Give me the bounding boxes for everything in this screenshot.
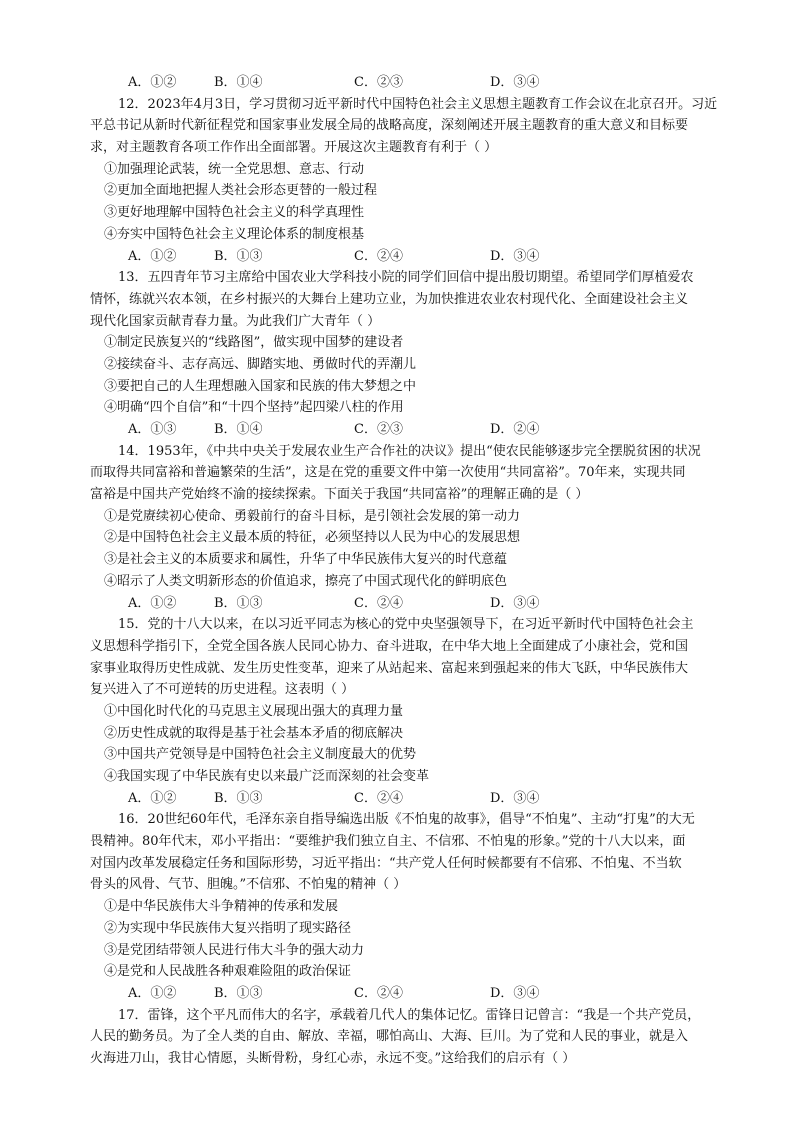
statement-text: ③要把自己的人生理想融入国家和民族的伟大梦想之中 (104, 378, 417, 394)
options-row (0, 788, 794, 810)
statement-item (0, 376, 794, 398)
stem-text: 情怀，练就兴农本领，在乡村振兴的大舞台上建功立业，为加快推进农业农村现代化、全面建设社会主义 (90, 291, 689, 307)
stem-text: 复兴进入了不可逆转的历史进程。这表明（ ） (90, 682, 355, 698)
question-stem-line (0, 874, 794, 896)
question-stem-line (0, 1005, 794, 1027)
options-row (0, 419, 794, 441)
stem-text: 13．五四青年节习主席给中国农业大学科技小院的同学们回信中提出殷切期望。希望同学们厚植爱农 (118, 270, 694, 286)
statement-item (0, 527, 794, 549)
statement-item (0, 506, 794, 528)
question-block (0, 94, 794, 268)
statement-item (0, 397, 794, 419)
stem-text: 平总书记从新时代新征程党和国家事业发展全局的战略高度，深刻阐述开展主题教育的重大意义和目标要 (90, 118, 689, 134)
question-stem-line (0, 809, 794, 831)
option-d: D．③④ (490, 248, 540, 264)
statement-item (0, 961, 794, 983)
exam-page (0, 72, 794, 1070)
stem-text: 15．党的十八大以来，在以习近平同志为核心的党中央坚强领导下，在习近平新时代中国特色社会主 (118, 617, 694, 633)
statement-text: ③更好地理解中国特色社会主义的科学真理性 (104, 205, 365, 221)
option-c: C．②④ (354, 985, 403, 1001)
stem-text: 12．2023年4月3日，学习贯彻习近平新时代中国特色社会主义思想主题教育工作会议在北京召开。习近 (118, 96, 718, 112)
statement-item (0, 766, 794, 788)
option-b: B．①③ (214, 790, 263, 806)
option-c: C．②③ (354, 75, 403, 90)
question-stem-line (0, 679, 794, 701)
statement-text: ②历史性成就的取得是基于社会基本矛盾的彻底解决 (104, 725, 404, 741)
stem-text: 对国内改革发展稳定任务和国际形势，习近平指出：“共产党人任何时候都要有不信邪、不怕鬼、不当软 (90, 855, 682, 871)
statement-text: ①中国化时代化的马克思主义展现出强大的真理力量 (104, 703, 404, 719)
question-stem-line (0, 462, 794, 484)
question-block (0, 267, 794, 441)
question-stem-line (0, 658, 794, 680)
stem-text: 家事业取得历史性成就、发生历史性变革，迎来了从站起来、富起来到强起来的伟大飞跃，中华民族伟大 (90, 660, 689, 676)
statement-text: ②为实现中华民族伟大复兴指明了现实路径 (104, 920, 352, 936)
statement-text: ②是中国特色社会主义最本质的特征，必须坚持以人民为中心的发展思想 (104, 530, 521, 546)
question-stem-line (0, 115, 794, 137)
option-d: D．③④ (490, 790, 540, 806)
stem-text: 畏精神。80年代末，邓小平指出：“要维护我们独立自主、不信邪、不怕鬼的形象。”党的十八大以来，面 (90, 834, 686, 850)
statement-item (0, 896, 794, 918)
statement-item (0, 723, 794, 745)
option-d: D．③④ (490, 75, 540, 90)
option-d: D．③④ (490, 985, 540, 1001)
question-stem-line (0, 1048, 794, 1070)
stem-text: 人民的勤务员。为了全人类的自由、解放、幸福，哪怕高山、大海、巨川。为了党和人民的事业，就是入 (90, 1029, 689, 1045)
statement-text: ③是党团结带领人民进行伟大斗争的强大动力 (104, 942, 365, 958)
statement-text: ③中国共产党领导是中国特色社会主义制度最大的优势 (104, 747, 417, 763)
option-d: D．③④ (490, 595, 540, 611)
question-stem-line (0, 614, 794, 636)
stem-text: 16．20世纪60年代，毛泽东亲自指导编选出版《不怕鬼的故事》，倡导“不怕鬼”、主动“打鬼”的大无 (118, 812, 695, 828)
options-row (0, 72, 794, 94)
options-row (0, 983, 794, 1005)
question-stem-line (0, 94, 794, 116)
option-c: C．②③ (354, 422, 403, 437)
question-stem-line (0, 267, 794, 289)
stem-text: 骨头的风骨、气节、胆魄。”不信邪、不怕鬼的精神（ ） (90, 877, 407, 893)
option-a: A．①③ (128, 422, 177, 437)
option-a: A．①② (128, 248, 177, 264)
statement-item (0, 332, 794, 354)
statement-text: ①制定民族复兴的“线路图”，做实现中国梦的建设者 (104, 335, 404, 351)
statement-item (0, 159, 794, 181)
stem-text: 17．雷锋，这个平凡而伟大的名字，承载着几代人的集体记忆。雷锋日记曾言：“我是一个共产党员， (118, 1007, 701, 1023)
option-b: B．①③ (214, 985, 263, 1001)
option-a: A．①② (128, 595, 177, 611)
statement-item (0, 549, 794, 571)
option-c: C．②④ (354, 248, 403, 264)
statement-item (0, 224, 794, 246)
question-stem-line (0, 137, 794, 159)
stem-text: 而取得共同富裕和普遍繁荣的生活”，这是在党的重要文件中第一次使用“共同富裕”。70年来，实现共同 (90, 465, 686, 481)
statement-text: ②接续奋斗、志存高远、脚踏实地、勇做时代的弄潮儿 (104, 356, 417, 372)
options-row (0, 246, 794, 268)
option-b: B．①③ (214, 248, 263, 264)
question-block (0, 809, 794, 1004)
question-stem-line (0, 636, 794, 658)
statement-text: ③是社会主义的本质要求和属性，升华了中华民族伟大复兴的时代意蕴 (104, 552, 508, 568)
statement-item (0, 701, 794, 723)
option-b: B．①④ (214, 75, 263, 90)
statement-text: ②更加全面地把握人类社会形态更替的一般过程 (104, 183, 378, 199)
question-block (0, 614, 794, 809)
option-c: C．②④ (354, 595, 403, 611)
statement-text: ①是中华民族伟大斗争精神的传承和发展 (104, 899, 339, 915)
statement-text: ④夯实中国特色社会主义理论体系的制度根基 (104, 226, 365, 242)
statement-text: ④昭示了人类文明新形态的价值追求，擦亮了中国式现代化的鲜明底色 (104, 573, 508, 589)
option-a: A．①② (128, 790, 177, 806)
stem-text: 富裕是中国共产党始终不渝的接续探索。下面关于我国“共同富裕”的理解正确的是（ ） (90, 487, 589, 503)
statement-text: ①是党赓续初心使命、勇毅前行的奋斗目标，是引领社会发展的第一动力 (104, 508, 521, 524)
statement-item (0, 202, 794, 224)
statement-item (0, 180, 794, 202)
stem-text: 求，对主题教育各项工作作出全面部署。开展这次主题教育有利于（ ） (90, 140, 498, 156)
statement-item (0, 940, 794, 962)
question-block (0, 1005, 794, 1070)
statement-text: ④是党和人民战胜各种艰难险阻的政治保证 (104, 964, 352, 980)
statement-item (0, 918, 794, 940)
option-c: C．②④ (354, 790, 403, 806)
option-d: D．②④ (490, 422, 540, 437)
statement-item (0, 354, 794, 376)
question-stem-line (0, 484, 794, 506)
statement-text: ①加强理论武装，统一全党思想、意志、行动 (104, 161, 365, 177)
question-stem-line (0, 853, 794, 875)
stem-text: 14．1953年，《中共中央关于发展农业生产合作社的决议》提出“使农民能够逐步完全摆脱贫困的状况 (118, 443, 701, 459)
stem-text: 义思想科学指引下，全党全国各族人民同心协力、奋斗进取，在中华大地上全面建成了小康社会，党和国 (90, 638, 689, 654)
option-b: B．①④ (214, 422, 263, 437)
statement-item (0, 744, 794, 766)
question-block (0, 441, 794, 615)
question-list (0, 94, 794, 1070)
question-stem-line (0, 311, 794, 333)
stem-text: 火海进刀山，我甘心情愿，头断骨粉，身红心赤，永远不变。”这给我们的启示有（ ） (90, 1050, 576, 1066)
question-stem-line (0, 831, 794, 853)
statement-item (0, 571, 794, 593)
question-stem-line (0, 1026, 794, 1048)
options-row (0, 593, 794, 615)
option-a: A．①② (128, 985, 177, 1001)
stem-text: 现代化国家贡献青春力量。为此我们广大青年（ ） (90, 313, 381, 329)
question-stem-line (0, 289, 794, 311)
question-stem-line (0, 441, 794, 463)
statement-text: ④我国实现了中华民族有史以来最广泛而深刻的社会变革 (104, 769, 430, 784)
option-a: A．①② (128, 75, 177, 90)
option-b: B．①③ (214, 595, 263, 611)
statement-text: ④明确“四个自信”和“十四个坚持”起四梁八柱的作用 (104, 400, 404, 416)
